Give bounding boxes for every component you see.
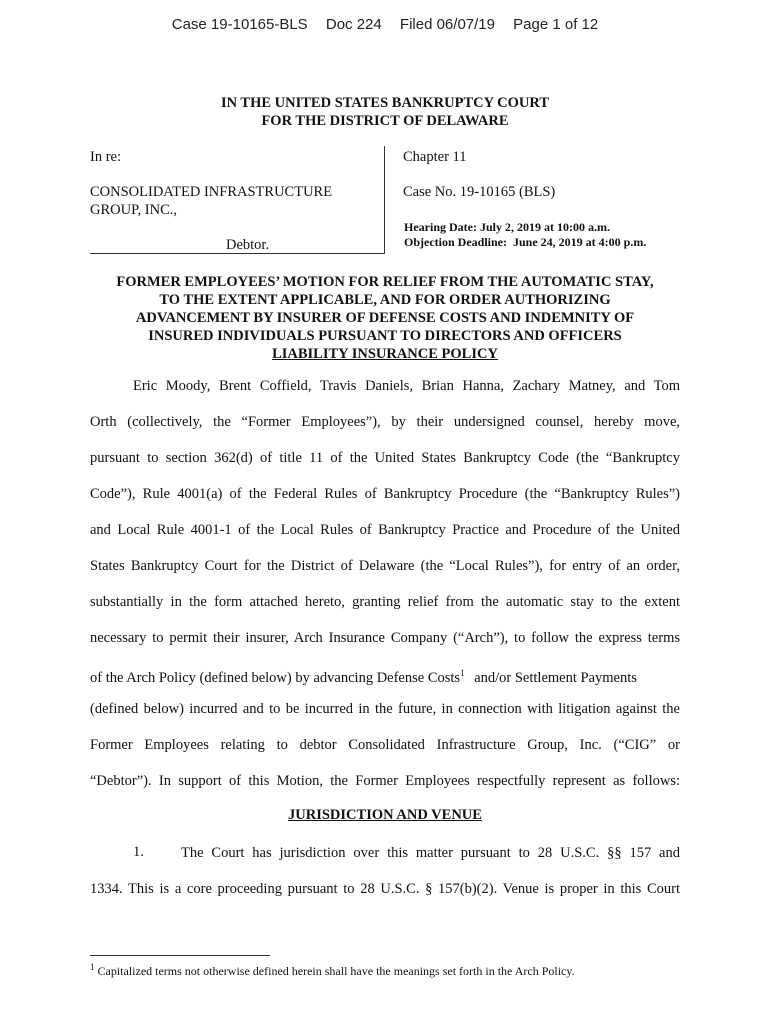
section-heading: JURISDICTION AND VENUE bbox=[288, 807, 482, 823]
chapter-label: Chapter 11 bbox=[403, 149, 467, 165]
motion-title bbox=[80, 273, 690, 363]
footnote-reference: 1 bbox=[460, 668, 465, 678]
title-line-3: ADVANCEMENT BY INSURER OF DEFENSE COSTS AND INDEMNITY OF bbox=[135, 310, 635, 326]
body-line-12: “Debtor”). In support of this Motion, the Former Employees respectfully represent as follows: bbox=[90, 773, 680, 789]
court-name bbox=[0, 94, 770, 130]
doc-number-header: Doc 224 bbox=[325, 16, 382, 33]
body-line-6: States Bankruptcy Court for the District of Delaware (the “Local Rules”), for entry of an order, bbox=[90, 558, 680, 574]
debtor-name-line-2: GROUP, INC., bbox=[90, 202, 178, 218]
hearing-date: Hearing Date: July 2, 2019 at 10:00 a.m. bbox=[404, 220, 610, 234]
paragraph-1-line-2: 1334. This is a core proceeding pursuant to 28 U.S.C. § 157(b)(2). Venue is proper in this Court bbox=[90, 881, 680, 897]
body-line-10: (defined below) incurred and to be incurred in the future, in connection with litigation against the bbox=[90, 701, 680, 717]
ecf-header bbox=[0, 16, 770, 33]
footnote bbox=[90, 962, 575, 979]
body-line-4: Code”), Rule 4001(a) of the Federal Rules of Bankruptcy Procedure (the “Bankruptcy Rules”) bbox=[90, 486, 680, 502]
in-re-label: In re: bbox=[90, 149, 121, 165]
body-line-9-after: and/or Settlement Payments bbox=[474, 669, 637, 686]
hearing-info bbox=[404, 220, 646, 250]
body-line-3: pursuant to section 362(d) of title 11 of the United States Bankruptcy Code (the “Bankruptcy bbox=[90, 450, 680, 466]
body-line-5: and Local Rule 4001-1 of the Local Rules of Bankruptcy Practice and Procedure of the United bbox=[90, 522, 680, 538]
caption-horizontal-rule bbox=[90, 253, 385, 254]
title-line-4: INSURED INDIVIDUALS PURSUANT TO DIRECTORS AND OFFICERS bbox=[148, 328, 622, 344]
body-line-8: necessary to permit their insurer, Arch Insurance Company (“Arch”), to follow the express terms bbox=[90, 630, 680, 646]
footnote-text: Capitalized terms not otherwise defined herein shall have the meanings set forth in the Arch Policy. bbox=[97, 964, 575, 978]
body-line-9-text: of the Arch Policy (defined below) by advancing Defense Costs bbox=[90, 669, 461, 686]
body-line-2: Orth (collectively, the “Former Employees”), by their undersigned counsel, hereby move, bbox=[90, 414, 680, 430]
body-line-7: substantially in the form attached hereto, granting relief from the automatic stay to the extent bbox=[90, 594, 680, 610]
paragraph-number: 1. bbox=[133, 844, 144, 860]
footnote-rule bbox=[90, 955, 270, 956]
debtor-label: Debtor. bbox=[226, 237, 270, 253]
case-number-header: Case 19-10165-BLS bbox=[171, 16, 308, 33]
title-line-2: TO THE EXTENT APPLICABLE, AND FOR ORDER AUTHORIZING bbox=[159, 292, 611, 308]
body-line-11: Former Employees relating to debtor Consolidated Infrastructure Group, Inc. (“CIG” or bbox=[90, 737, 680, 753]
body-line-9 bbox=[90, 664, 680, 687]
objection-deadline: Objection Deadline: June 24, 2019 at 4:00 p.m. bbox=[404, 235, 647, 249]
title-line-5: LIABILITY INSURANCE POLICY bbox=[272, 346, 498, 362]
case-number: Case No. 19-10165 (BLS) bbox=[403, 184, 556, 200]
body-line-1: Eric Moody, Brent Coffield, Travis Daniels, Brian Hanna, Zachary Matney, and Tom bbox=[133, 378, 680, 394]
paragraph-1-line-1: The Court has jurisdiction over this matter pursuant to 28 U.S.C. §§ 157 and bbox=[181, 845, 680, 861]
title-line-1: FORMER EMPLOYEES’ MOTION FOR RELIEF FROM THE AUTOMATIC STAY, bbox=[116, 274, 654, 290]
caption-vertical-rule bbox=[384, 146, 385, 253]
court-line-2: FOR THE DISTRICT OF DELAWARE bbox=[261, 113, 509, 129]
court-line-1: IN THE UNITED STATES BANKRUPTCY COURT bbox=[220, 95, 550, 111]
filed-date-header: Filed 06/07/19 bbox=[399, 16, 495, 33]
footnote-number: 1 bbox=[90, 962, 95, 972]
debtor-name-line-1: CONSOLIDATED INFRASTRUCTURE bbox=[90, 184, 333, 200]
page-number-header: Page 1 of 12 bbox=[513, 16, 599, 33]
